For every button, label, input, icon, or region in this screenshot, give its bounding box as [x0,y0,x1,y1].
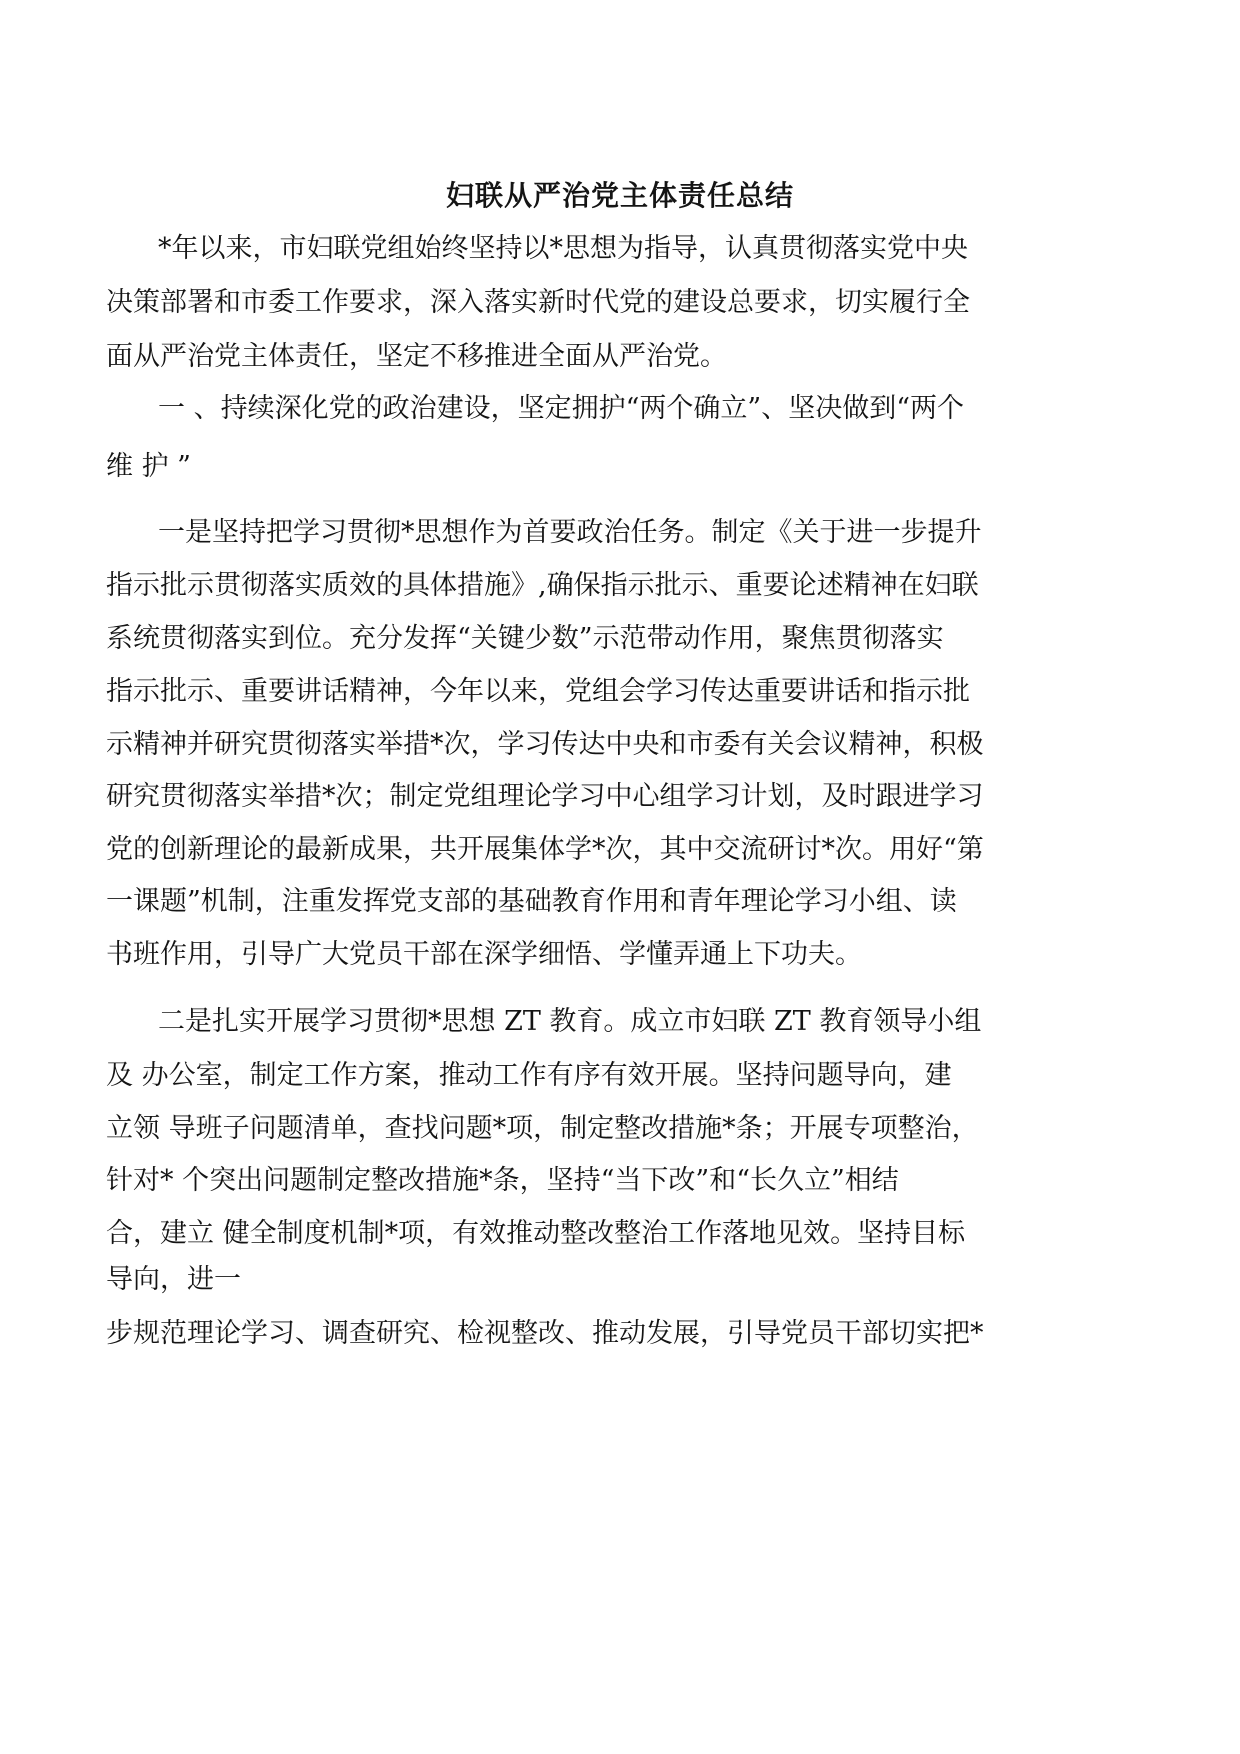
paragraph-4-line-4: 针对* 个突出问题制定整改措施*条，坚持“当下改”和“长久立”相结 [106,1165,899,1196]
paragraph-1-line-1: *年以来，市妇联党组始终坚持以*思想为指导，认真贯彻落实党中央 [158,233,968,264]
paragraph-3-line-5: 示精神并研究贯彻落实举措*次，学习传达中央和市委有关会议精神，积极 [106,729,984,760]
paragraph-3-line-6: 研究贯彻落实举措*次；制定党组理论学习中心组学习计划，及时跟进学习 [106,781,984,812]
paragraph-3-line-9: 书班作用，引导广大党员干部在深学细悟、学懂弄通上下功夫。 [106,939,862,970]
paragraph-3-line-3: 系统贯彻落实到位。充分发挥“关键少数”示范带动作用，聚焦贯彻落实 [106,623,944,654]
section-heading-1-line-2: 维 护 ” [106,451,191,482]
paragraph-4-line-1: 二是扎实开展学习贯彻*思想 ZT 教育。成立市妇联 ZT 教育领导小组 [158,1006,982,1037]
paragraph-3-line-7: 党的创新理论的最新成果，共开展集体学*次，其中交流研讨*次。用好“第 [106,834,984,865]
paragraph-4-line-5: 合，建立 健全制度机制*项，有效推动整改整治工作落地见效。坚持目标 [106,1218,966,1249]
paragraph-3-line-8: 一课题”机制，注重发挥党支部的基础教育作用和青年理论学习小组、读 [106,886,957,917]
paragraph-3-line-1: 一是坚持把学习贯彻*思想作为首要政治任务。制定《关于进一步提升 [158,517,982,548]
paragraph-3-line-2: 指示批示贯彻落实质效的具体措施》,确保指示批示、重要论述精神在妇联 [106,570,979,601]
paragraph-1-line-2: 决策部署和市委工作要求，深入落实新时代党的建设总要求，切实履行全 [106,287,970,318]
document-title: 妇联从严治党主体责任总结 [445,179,794,212]
paragraph-4-line-7: 步规范理论学习、调查研究、检视整改、推动发展，引导党员干部切实把* [106,1318,984,1349]
section-heading-1-line-1: 一 、持续深化党的政治建设，坚定拥护“两个确立”、坚决做到“两个 [158,393,964,424]
paragraph-4-line-6: 导向，进一 [106,1264,241,1295]
paragraph-4-line-3: 立领 导班子问题清单，查找问题*项，制定整改措施*条；开展专项整治， [106,1113,979,1144]
paragraph-4-line-2: 及 办公室，制定工作方案，推动工作有序有效开展。坚持问题导向，建 [106,1060,952,1091]
paragraph-3-line-4: 指示批示、重要讲话精神，今年以来，党组会学习传达重要讲话和指示批 [106,676,970,707]
paragraph-1-line-3: 面从严治党主体责任，坚定不移推进全面从严治党。 [106,341,727,372]
